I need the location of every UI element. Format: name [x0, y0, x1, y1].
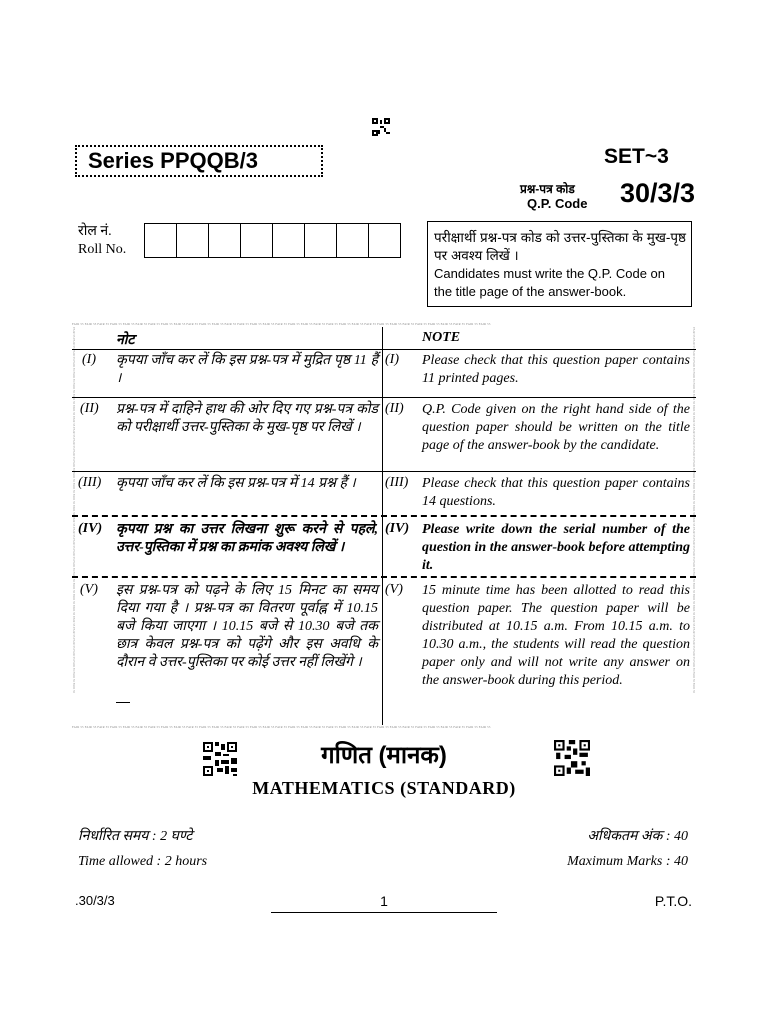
qp-code-label: Q.P. Code [527, 196, 588, 211]
note-text: 15 minute time has been allotted to read this question paper. The question paper will be distributed at 10.15 a.m. From 10.15 a.m. to 10.30 a.m., the students will read the question paper only and will not write any answer on the answer-book during this period. [422, 583, 690, 688]
note-number: (I) [385, 352, 399, 367]
note-number: (II) [80, 401, 99, 416]
time-allowed: Time allowed : 2 hours [78, 854, 208, 869]
roll-digit-cell[interactable] [177, 224, 209, 257]
series-label: Series PPQQB/3 [88, 148, 258, 173]
page-number: 1 [380, 893, 388, 909]
note-text-hindi: कृपया प्रश्न का उत्तर लिखना शुरू करने से पहले, उत्तर-पुस्तिका में प्रश्न का क्रमांक अवश्य लिखें । [116, 522, 378, 555]
qr-code-icon-top [372, 118, 390, 136]
note-text: Please check that this question paper contains 14 questions. [422, 476, 690, 509]
note-number: (I) [82, 352, 96, 367]
note-heading-hindi: नोट [116, 333, 135, 348]
note-text: Please write down the serial number of the question in the answer-book before attempting it. [422, 522, 690, 573]
roll-digit-cell[interactable] [145, 224, 177, 257]
roll-digit-cell[interactable] [273, 224, 305, 257]
max-marks: Maximum Marks : 40 [567, 854, 688, 869]
qp-code-label-hindi: प्रश्न-पत्र कोड [520, 182, 575, 196]
note-text: Please check that this question paper contains 11 printed pages. [422, 353, 690, 386]
note-heading: NOTE [422, 330, 461, 345]
note-number: (II) [385, 401, 404, 416]
instruction-hindi: परीक्षार्थी प्रश्न-पत्र कोड को उत्तर-पुस्तिका के मुख-पृष्ठ पर अवश्य लिखें । [434, 230, 686, 263]
max-marks-hindi: अधिकतम अंक : 40 [587, 829, 688, 844]
roll-digit-cell[interactable] [369, 224, 401, 257]
subject-title: MATHEMATICS (STANDARD) [252, 778, 516, 798]
roll-label-hindi: रोल नं. [78, 224, 112, 239]
note-text-hindi: प्रश्न-पत्र में दाहिने हाथ की ओर दिए गए प्रश्न-पत्र कोड को परीक्षार्थी उत्तर-पुस्तिका के मुख-पृष्ठ पर लिखें । [116, 402, 378, 435]
notes-table [72, 322, 696, 730]
note-number: (IV) [78, 521, 103, 536]
subject-title-hindi: गणित (मानक) [321, 742, 447, 769]
roll-digit-cell[interactable] [241, 224, 273, 257]
instruction-english: Candidates must write the Q.P. Code on the title page of the answer-book. [434, 266, 665, 299]
footer-code: .30/3/3 [75, 893, 115, 908]
roll-digit-cell[interactable] [209, 224, 241, 257]
instruction-box [427, 221, 692, 307]
note-number: (IV) [385, 521, 410, 536]
time-allowed-hindi: निर्धारित समय : 2 घण्टे [78, 829, 193, 844]
end-dash [116, 702, 130, 703]
note-number: (V) [80, 582, 98, 597]
security-strip-right: FAIR 55 FAIR 55 FAIR 55 FAIR 55 FAIR 55 FAIR 55 FAIR 55 FAIR 55 FAIR 55 FAIR 55 FAIR 55 FAIR 55 FAIR 55 FAIR 55 FAIR 55 FAIR 55 FAIR 55 FAIR 55 FAIR 55 FAIR 55 FAIR 55 FAIR 55 FAIR 55 FAIR 55 FAIR 55 FAIR 55 FAIR 55 FAIR 55 FAIR 55 FAIR 55 FAIR 55 FAIR 55 FAIR 55 [692, 327, 696, 693]
roll-digit-cell[interactable] [337, 224, 369, 257]
note-row-divider [72, 515, 696, 517]
note-number: (III) [78, 475, 102, 490]
security-strip-bottom: FAIR 55 FAIR 55 FAIR 55 FAIR 55 FAIR 55 FAIR 55 FAIR 55 FAIR 55 FAIR 55 FAIR 55 FAIR 55 FAIR 55 FAIR 55 FAIR 55 FAIR 55 FAIR 55 FAIR 55 FAIR 55 FAIR 55 FAIR 55 FAIR 55 FAIR 55 FAIR 55 FAIR 55 FAIR 55 FAIR 55 FAIR 55 FAIR 55 FAIR 55 FAIR 55 FAIR 55 FAIR 55 FAIR 55 [72, 725, 491, 729]
set-label: SET~3 [604, 145, 669, 168]
footer-rule [271, 912, 497, 913]
note-text-hindi: कृपया जाँच कर लें कि इस प्रश्न-पत्र में मुद्रित पृष्ठ 11 हैं । [116, 353, 378, 386]
column-divider [382, 327, 383, 725]
note-number: (V) [385, 582, 403, 597]
note-text-hindi: कृपया जाँच कर लें कि इस प्रश्न-पत्र में 14 प्रश्न हैं । [116, 476, 356, 491]
pto-label: P.T.O. [654, 893, 692, 909]
note-row-divider [72, 397, 696, 398]
roll-number-grid[interactable] [144, 223, 401, 258]
security-strip-left: FAIR 55 FAIR 55 FAIR 55 FAIR 55 FAIR 55 FAIR 55 FAIR 55 FAIR 55 FAIR 55 FAIR 55 FAIR 55 FAIR 55 FAIR 55 FAIR 55 FAIR 55 FAIR 55 FAIR 55 FAIR 55 FAIR 55 FAIR 55 FAIR 55 FAIR 55 FAIR 55 FAIR 55 FAIR 55 FAIR 55 FAIR 55 FAIR 55 FAIR 55 FAIR 55 FAIR 55 FAIR 55 FAIR 55 [72, 327, 76, 693]
note-text-hindi: इस प्रश्न-पत्र को पढ़ने के लिए 15 मिनट का समय दिया गया है । प्रश्न-पत्र का वितरण पूर्वाह्न में 10.15 बजे किया जाएगा । 10.15 बजे से 10.30 बजे तक छात्र केवल प्रश्न-पत्र को पढ़ेंगे और इस अवधि के दौरान वे उत्तर-पुस्तिका पर कोई उत्तर नहीं लिखेंगे । [116, 583, 378, 670]
note-row-divider [72, 349, 696, 350]
roll-label: Roll No. [78, 242, 127, 257]
note-text: Q.P. Code given on the right hand side of the question paper should be written on the title page of the answer-book by the candidate. [422, 402, 690, 453]
note-row-divider [72, 471, 696, 472]
roll-digit-cell[interactable] [305, 224, 337, 257]
security-strip-top: FAIR 55 FAIR 55 FAIR 55 FAIR 55 FAIR 55 FAIR 55 FAIR 55 FAIR 55 FAIR 55 FAIR 55 FAIR 55 FAIR 55 FAIR 55 FAIR 55 FAIR 55 FAIR 55 FAIR 55 FAIR 55 FAIR 55 FAIR 55 FAIR 55 FAIR 55 FAIR 55 FAIR 55 FAIR 55 FAIR 55 FAIR 55 FAIR 55 FAIR 55 FAIR 55 FAIR 55 FAIR 55 FAIR 55 [72, 322, 491, 326]
note-row-divider [72, 576, 696, 578]
note-number: (III) [385, 475, 409, 490]
qp-code-value: 30/3/3 [620, 178, 696, 208]
